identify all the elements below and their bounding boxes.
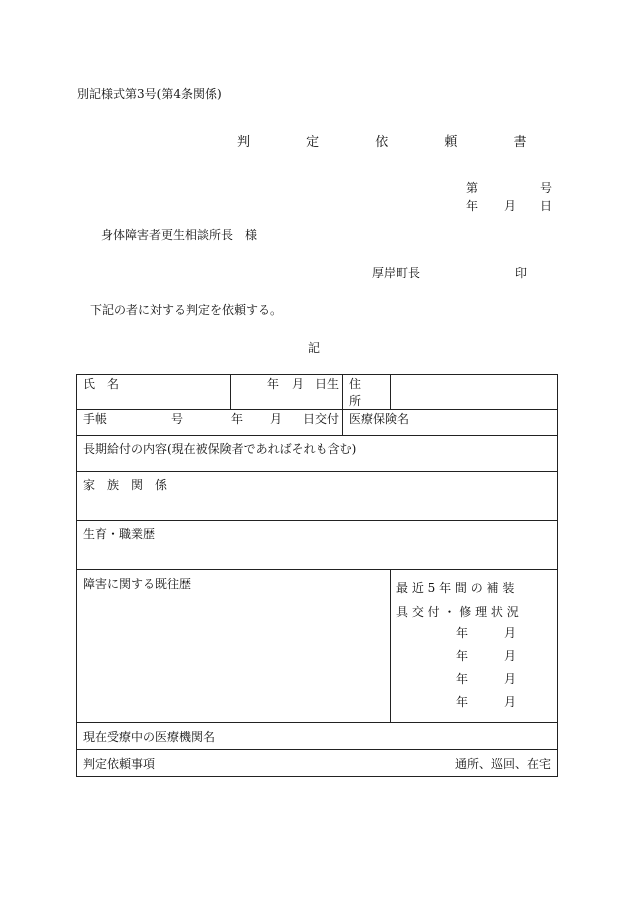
- recent-row-3: [396, 670, 551, 693]
- intro-text: 下記の者に対する判定を依頼する。: [90, 303, 283, 317]
- family-row: [77, 472, 558, 521]
- recent-year-label: 年: [456, 672, 469, 686]
- handbook-year-label: 年: [231, 412, 244, 426]
- recent-row-1: [396, 624, 551, 647]
- birthdate-cell: [231, 375, 343, 410]
- form-number: 別記様式第3号(第4条関係): [77, 87, 222, 101]
- handbook-cell: [77, 410, 343, 436]
- birth-day-label: 日生: [315, 377, 340, 391]
- current-medical-label: 現在受療中の医療機関名: [83, 729, 216, 744]
- recent-year-label: 年: [456, 649, 469, 663]
- insurance-label: 医療保険名: [349, 412, 410, 426]
- recent-row-4: [396, 693, 551, 716]
- recent-devices-heading-2: 具 交 付 ・ 修 理 状 況: [396, 605, 519, 619]
- date-year: 年: [466, 199, 479, 213]
- seal-mark: 印: [515, 266, 528, 280]
- history-row: [77, 570, 558, 723]
- request-form-table: [76, 374, 558, 777]
- insurance-cell: [343, 410, 558, 436]
- career-row: [77, 521, 558, 570]
- recent-year-label: 年: [456, 695, 469, 709]
- recent-month-label: 月: [504, 695, 517, 709]
- birth-year-label: 年: [267, 377, 280, 391]
- date-day: 日: [540, 199, 553, 213]
- handbook-row: [77, 410, 558, 436]
- document-title: 判 定 依 頼 書: [237, 135, 553, 150]
- recent-month-label: 月: [504, 649, 517, 663]
- recent-devices-heading-1: 最 近 5 年 間 の 補 装: [396, 581, 515, 595]
- current-medical-row: [77, 723, 558, 750]
- birth-month-label: 月: [292, 377, 305, 391]
- longterm-row: [77, 436, 558, 472]
- doc-number-prefix: 第: [466, 181, 479, 195]
- handbook-day-label: 日交付: [303, 412, 340, 426]
- address-value-cell: [391, 375, 558, 410]
- name-row: [77, 375, 558, 410]
- handbook-label: 手帳: [83, 412, 108, 426]
- career-label: 生育・職業歴: [83, 527, 156, 541]
- request-row: [77, 750, 558, 777]
- recent-month-label: 月: [504, 626, 517, 640]
- longterm-label: 長期給付の内容(現在被保険者であればそれも含む): [83, 442, 357, 456]
- ki-heading: 記: [308, 341, 321, 355]
- address-label-cell: [343, 375, 391, 410]
- name-cell: [77, 375, 231, 410]
- request-label: 判定依頼事項: [83, 756, 156, 771]
- career-cell: [77, 521, 558, 570]
- recent-year-label: 年: [456, 626, 469, 640]
- handbook-month-label: 月: [270, 412, 283, 426]
- handbook-number-label: 号: [171, 412, 184, 426]
- doc-number-suffix: 号: [540, 181, 553, 195]
- history-cell: [77, 570, 391, 723]
- request-cell: [77, 750, 558, 777]
- address-label: 住 所: [349, 377, 374, 408]
- request-options: 通所、巡回、在宅: [454, 756, 551, 771]
- date-month: 月: [504, 199, 517, 213]
- name-label: 氏 名: [83, 377, 120, 391]
- family-label: 家 族 関 係: [83, 478, 168, 492]
- addressee: 身体障害者更生相談所長 様: [101, 228, 258, 242]
- current-medical-cell: [77, 723, 558, 750]
- longterm-cell: [77, 436, 558, 472]
- family-cell: [77, 472, 558, 521]
- recent-row-2: [396, 647, 551, 670]
- sender-name: 厚岸町長: [372, 266, 421, 280]
- recent-devices-cell: [391, 570, 558, 723]
- recent-month-label: 月: [504, 672, 517, 686]
- history-label: 障害に関する既往歴: [83, 577, 192, 591]
